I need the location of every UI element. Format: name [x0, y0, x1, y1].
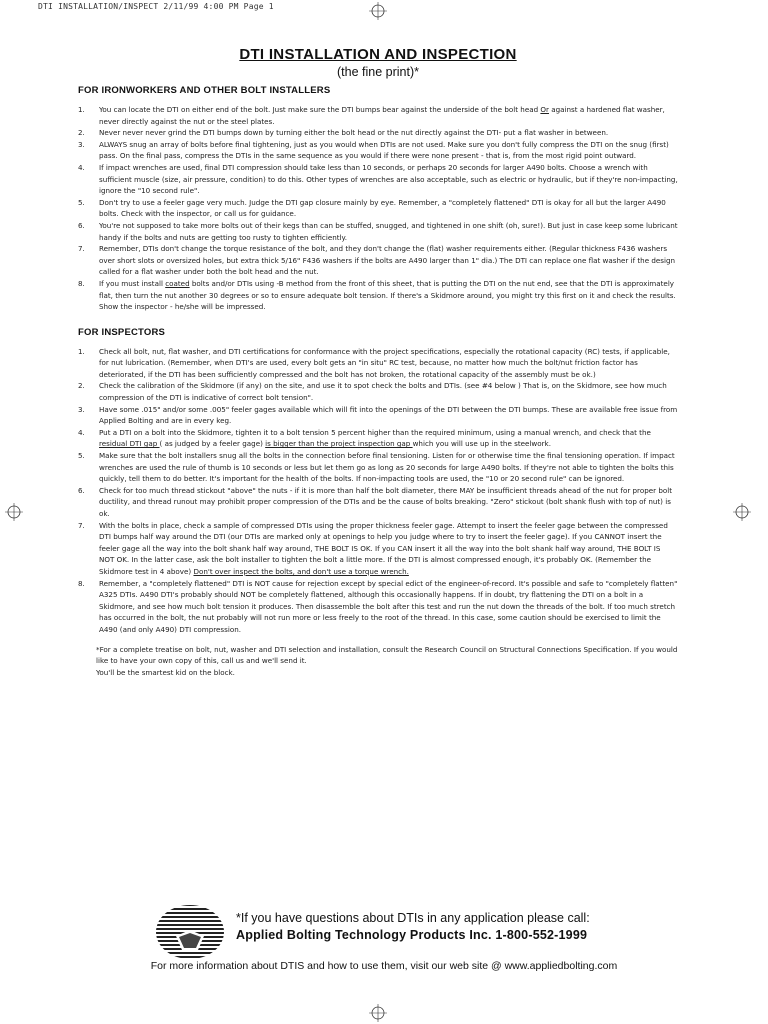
document-body	[78, 46, 678, 678]
list-item: 4. Put a DTI on a bolt into the Skidmore, tighten it to a bolt tension 5 percent higher than the required minimum, using a manual wrench, and check that the residual DTI gap ( as judged by a feeler gage) is bigger than the project inspection gap which you will use up in the steelwork.	[78, 427, 651, 449]
company-logo-icon	[152, 900, 228, 960]
list-item: 7. With the bolts in place, check a sample of compressed DTIs using the proper thickness feeler gage. Attempt to insert the feeler gage between the compressed DTI bumps half way around the DTI (our DTIs are marked only at openings to help you judge where to try to insert the feeler gage). If you CANNOT insert the feeler gage all the way into the bolt shank half way around, THE BOLT IS OK. If you CAN insert it all the way into the bolt shank half way around, THE BOLT IS NOT OK. In the latter case, ask the bolt installer to tighten the bolt a little more. If the DTI is almost compressed enough, it's probably OK. (Remember the Skidmore test in 4 above) Don't over inspect the bolts, and don't use a torque wrench.	[78, 520, 668, 576]
registration-mark-icon	[733, 503, 751, 521]
list-item: 5. Make sure that the bolt installers snug all the bolts in the connection before final tensioning. Listen for or otherwise time the final tensioning operation. If impact wrenches are used the rule of thumb is 10 seconds or less but let them go as long as 20 seconds for large A490 bolts. If they're not able to tighten the bolts this quickly, tell them to do better. It's important for the health of the bolts. If non-impacting tools are used, the "10 or 20 second rule" can be ignored.	[78, 451, 675, 484]
footnote-text: *For a complete treatise on bolt, nut, washer and DTI selection and installation, consult the Research Council on Structural Connections Specification. If you would like to have your own copy of this, call us and we'll send it.	[96, 644, 678, 666]
registration-mark-icon	[5, 503, 23, 521]
company-phone: Applied Bolting Technology Products Inc. 1-800-552-1999	[236, 928, 588, 942]
list-item: 6. Check for too much thread stickout "above" the nuts - if it is more than half the bolt diameter, there MAY be insufficient threads ahead of the nut for proper bolt ductility, and thread runout may prohibit proper compression of the DTIs and be the cause of bolts breaking. "Zero" stickout (bolt shank flush with top of nut) is ok.	[78, 485, 673, 518]
list-item: 8. If you must install coated bolts and/or DTIs using -B method from the front of this sheet, that is putting the DTI on the nut end, see that the DTI is approximately flat, then turn the nut another 30 degrees or so to ensure adequate bolt tension. If there's a Skidmore around, you might try this first on it and check the results. Show the inspector - he/she will be impressed.	[78, 278, 676, 312]
registration-mark-icon	[369, 2, 387, 20]
section-heading-installers: FOR IRONWORKERS AND OTHER BOLT INSTALLERS	[78, 85, 331, 96]
contact-question: *If you have questions about DTIs in any application please call:	[236, 911, 590, 925]
list-item: 8. Remember, a "completely flattened" DTI is NOT cause for rejection except by special edict of the engineer-of-record. It's possible and safe to "completely flatten" A325 DTIs. A490 DTI's probably should NOT be completely flattened, although this occasionally happens. If in doubt, try flattening the DTI on a bolt in a Skidmore, and see how much bolt tension it produces. Then disassemble the bolt after this test and run the nut down the threads of the bolt. If too much stretch has occurred in the bolt, the nut probably will not run more or less freely to the root of the thread. In this case, some caution should be exercised to limit the A490 (and only A490) DTI compression.	[78, 578, 678, 634]
inspector-instructions-list	[78, 346, 678, 636]
registration-mark-icon	[369, 1004, 387, 1022]
website-line: For more information about DTIS and how to use them, visit our web site @ www.appliedbolting.com	[150, 960, 618, 972]
footnote-closing: You'll be the smartest kid on the block.	[96, 667, 235, 677]
list-item: 1. Check all bolt, nut, flat washer, and DTI certifications for conformance with the project specifications, especially the rotational capacity (RC) tests, if applicable, for nut lubrication. (Remember, when DTI's are used, every bolt gets an "in situ" RC test, because, no matter how much the bolt/nut friction factor has deteriorated, if the DTI has been sufficiently compressed and the bolt has not broken, the rotational capacity of the assembly must be ok.)	[78, 346, 670, 379]
list-item: 3. ALWAYS snug an array of bolts before final tightening, just as you would when DTIs are not used. Make sure you don't fully compress the DTI on the snug (first) pass. On the final pass, compress the DTIs in the same sequence as you would if there were none present - that is, from the most rigid point outward.	[78, 139, 669, 161]
document-title: DTI INSTALLATION AND INSPECTION	[239, 46, 517, 63]
list-item: 2. Never never never grind the DTI bumps down by turning either the bolt head or the nut directly against the DTI- put a flat washer in between.	[78, 128, 609, 138]
contact-block	[236, 911, 590, 942]
list-item: 5. Don't try to use a feeler gage very much. Judge the DTI gap closure mainly by eye. Remember, a "completely flattened" DTI is okay for all but the larger A490 bolts. Check with the inspector, or call us for guidance.	[78, 197, 666, 219]
list-item: 2. Check the calibration of the Skidmore (if any) on the site, and use it to spot check the bolts and DTIs. (see #4 below ) That is, on the Skidmore, see how much compression of the DTI is indicative of correct bolt tension".	[78, 381, 667, 403]
list-item: 3. Have some .015" and/or some .005" feeler gages available which will fit into the openings of the DTI between the DTI bumps. These are available free issue from Applied Bolting and are in every keg.	[78, 404, 678, 426]
footnote	[78, 644, 678, 679]
document-subtitle: (the fine print)*	[337, 65, 419, 79]
section-heading-inspectors: FOR INSPECTORS	[78, 326, 166, 338]
list-item: 4. If impact wrenches are used, final DTI compression should take less than 10 seconds, or perhaps 20 seconds for larger A490 bolts. Choose a wrench with sufficient muscle (size, air pressure, condition) to do this. Other types of wrenches are also acceptable, such as electric or hydraulic, but if they're non-impacting, ignore the "10 second rule".	[78, 162, 678, 196]
installer-instructions-list	[78, 104, 678, 313]
list-item: 6. You're not supposed to take more bolts out of their kegs than can be stuffed, snugged, and tightened in one shift (oh, sure!). But just in case keep some lubricant handy if the bolts and nuts are getting too rusty to tighten efficiently.	[78, 220, 678, 242]
list-item: 1. You can locate the DTI on either end of the bolt. Just make sure the DTI bumps bear against the underside of the bolt head Or against a hardened flat washer, never directly against the nut or the steel plates.	[78, 105, 665, 126]
list-item: 7. Remember, DTIs don't change the torque resistance of the bolt, and they don't change the (flat) washer requirements either. (Regular thickness F436 washers over short slots or oversized holes, but extra thick 5/16" F436 washers if the bolts are A490 larger than 1" dia.) The DTI can replace one flat washer if the design called for a flat washer under both the bolt head and the nut.	[78, 244, 676, 277]
print-header-line: DTI INSTALLATION/INSPECT 2/11/99 4:00 PM Page 1	[38, 2, 274, 11]
